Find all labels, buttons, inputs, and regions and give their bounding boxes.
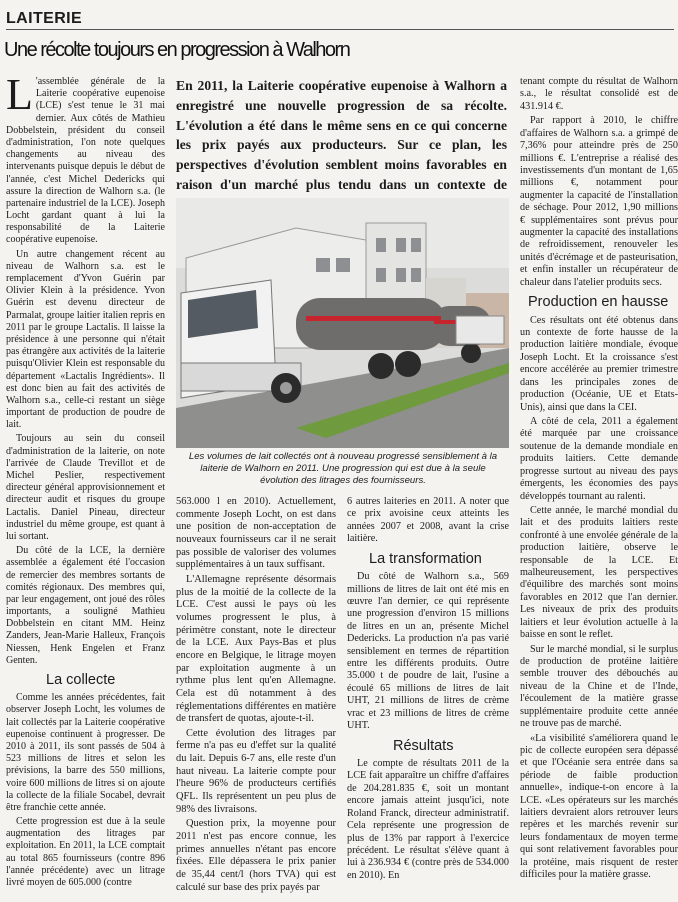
subheading-resultats: Résultats <box>393 737 454 754</box>
paragraph: Cette progression est due à la seule augmentation des litrages par exploitation. En 2011, la LCE comptait au total 865 fournisseurs (contre 896 l'année précédente) avec un litrage livré moyen de 605.000 (contre <box>6 816 165 888</box>
paragraph: Du côté de Walhorn s.a., 569 millions de litres de lait ont été mis en œuvre l'an dernier, ce qui représente une progression d'environ 15 millions de litres en un an, présente Michel Dedericks. La production n'a pas varié sensiblement en termes de répartition entre les différents produits. Outre 35.000 t de poudre de lait, l'usine a écoulé 65 millions de litres de lait UHT, 21 millions de litres de crème vrac et 23 millions de litres de crème UHT. <box>347 571 509 732</box>
paragraph: Par rapport à 2010, le chiffre d'affaires de Walhorn s.a. a grimpé de 7,36% pour atteindre près de 250 millions €. L'entreprise a réalisé des investissements d'un montant de 1,65 millions €, notamment pour augmenter la capacité de l'installation de séchage. Pour 2012, 1,90 millions € supplémentaires sont prévus pour augmenter la capacité des installations de refroidissement, renouveler les unités d'écrémage et de pasteurisation, et enfin installer un récupérateur de chaleur dans l'atelier produits secs. <box>520 115 678 288</box>
paragraph: Ces résultats ont été obtenus dans un contexte de forte hausse de la production laitière mondiale, évoque Joseph Locht. Et la croissance s'est encore accélérée au premier trimestre dans les principales zones de production (Océanie, UE et Etats-Unis), ainsi que dans la CEI. <box>520 314 678 413</box>
drop-cap: L <box>6 70 33 119</box>
paragraph: Un autre changement récent au niveau de Walhorn s.a. est le remplacement d'Yvon Guérin par Olivier Klein à la présidence. Yvon Guérin est devenu directeur de Parmalat, groupe laitier italien repris en 2011 par le groupe Lactalis. Il laisse la présidence à une personne qui n'était pas étrangère aux activités de la laiterie puisqu'Olivier Klein est responsable du département «Lactalis Ingrédients». Il est donc bien au fait des activités de Walhorn s.a., celle-ci restant un siège important de production de poudre de lait. <box>6 248 165 431</box>
section-rubric: LAITERIE <box>6 10 83 27</box>
paragraph: Cette évolution des litrages par ferme n'a pas eu d'effet sur la qualité du lait. Depuis 6-7 ans, elle reste d'un haut niveau. La laiterie compte pour l'heure 96% de producteurs certifiés QFL. Ils représentent un peu plus de 98% des livraisons. <box>176 727 336 815</box>
paragraph: 563.000 l en 2010). Actuellement, commente Joseph Locht, on est dans une position de non-acceptation de nouveaux fournisseurs car il ne serait pas possible de valoriser des volumes supplémentaires à un taux suffisant. <box>176 496 336 571</box>
subheading-transformation: La transformation <box>369 550 482 567</box>
paragraph: Question prix, la moyenne pour 2011 n'est pas encore connue, les primes annuelles n'étant pas encore fixées. Elle dépassera le prix panier de 35,44 cent/l (hors TVA) qui est calculé sur base des prix payés par <box>176 818 336 893</box>
subheading-collecte: La collecte <box>46 672 116 688</box>
paragraph-text: 'assemblée générale de la Laiterie coopérative eupenoise (LCE) s'est tenue le 31 mai dernier. Aux côtés de Mathieu Dobbelstein, président du conseil d'administration, l'on note quelques changements au niveau des intervenants puisque depuis le début de l'année, c'est Michel Dedericks qui assure la direction de Walhorn s.a. (le partenaire industriel de la LCE). Joseph Locht gardant quant à lui la responsabilité de la Laiterie coopérative eupenoise. <box>6 76 165 246</box>
paragraph: tenant compte du résultat de Walhorn s.a., le résultat consolidé est de 431.914 €. <box>520 76 678 112</box>
paragraph: Sur le marché mondial, si le surplus de production de protéine laitière semble trouver des débouchés au niveau de la Chine et de l'Inde, l'écoulement de la matière grasse supplémentaire produite cette année ne trouve pas de marché. <box>520 643 678 730</box>
article-column-4 <box>520 76 678 884</box>
paragraph: «La visibilité s'améliorera quand le pic de collecte européen sera dépassé et que l'Océanie sera entrée dans sa période de faible production annuelle», indique-t-on encore à la LCE. «Les opérateurs sur les marchés laitiers devraient alors retrouver leurs repères et les marchés revenir sur leurs fondamentaux de moyen terme qui sont relativement favorables pour la protéine, mais risquent de rester difficiles pour la matière grasse. <box>520 732 678 881</box>
photo-caption: Les volumes de lait collectés ont à nouveau progressé sensiblement à la laiterie de Walhorn en 2011. Une progression qui est due à la seule évolution des litrages des fournisseurs. <box>188 451 498 486</box>
subheading-production: Production en hausse <box>528 294 669 311</box>
article-column-3 <box>347 496 509 884</box>
article-column-1 <box>6 70 165 891</box>
paragraph: Du côté de la LCE, la dernière assemblée a également été l'occasion de remercier des membres sortants de comités régionaux. Des membres qui, par leur engagement, ont joué des rôles importants, a souligné Mathieu Dobbelstein en citant MM. Heinz Zanders, Jean-Marie Halleux, François Niessen, Henk Engelen et Franz Genten. <box>6 545 165 666</box>
paragraph <box>6 70 165 247</box>
paragraph: Cette année, le marché mondial du lait et des produits laitiers reste confronté à une envolée générale de la production laitière, observe le responsable de la LCE. Et malheureusement, les perspectives d'équilibre des marchés sont moins favorables en 2012 que l'an dernier. Les niveaux de prix des produits laitiers et leur évolution actuelle à la baisse en sont le reflet. <box>520 504 678 641</box>
paragraph: 6 autres laiteries en 2011. A noter que ce prix avoisine ceux atteints les années 2007 et 2008, avant la crise laitière. <box>347 496 509 545</box>
intro-lead: En 2011, la Laiterie coopérative eupenoise à Walhorn a enregistré une nouvelle progression de sa récolte. L'évolution a été dans le même sens en ce qui concerne les prix payés aux producteurs. Sur ce plan, les perspectives d'évolution semblent moins favorables en raison d'un marché plus tendu dans un contexte de <box>176 78 507 192</box>
photo-milk-tanker <box>176 198 509 448</box>
paragraph: Comme les années précédentes, fait observer Joseph Locht, les volumes de lait collectés par la Laiterie coopérative eupenoise continuent à progresser. De 2010 à 2011, ils sont passés de 504 à 523 millions de litres et selon les prévisions, la barre des 550 millions, voire 600 millions de litres si on ajoute la collecte de la filiale Socabel, devrait être franchie cette année. <box>6 692 165 813</box>
headline: Une récolte toujours en progression à Walhorn <box>4 39 350 61</box>
paragraph: Toujours au sein du conseil d'administration de la laiterie, on note l'arrivée de Claude Trevillot et de Michel Peslier, respectivement directeur général approvisionnement et directeur audit et risques du groupe Lactalis. Daniel Pineau, directeur industriel du même groupe, est quant à lui sortant. <box>6 433 165 542</box>
milk-tanker-photo-illustration <box>176 198 509 448</box>
article-column-2 <box>176 496 336 896</box>
paragraph: A côté de cela, 2011 a également été marquée par une croissance soutenue de la demande mondiale en produits laitiers. Cette demande progresse surtout au niveau des pays émergents, les économies des pays développés tournant au ralenti. <box>520 415 678 502</box>
paragraph: Le compte de résultats 2011 de la LCE fait apparaître un chiffre d'affaires de 204.281.835 €, soit un montant encore jamais atteint jusqu'ici, note Roland Franck, directeur administratif. Cela représente une progression de plus de 13% par rapport à l'exercice précédent. Le résultat s'élève quant à lui à 236.934 € (contre près de 534.000 en 2010). En <box>347 758 509 881</box>
paragraph: L'Allemagne représente désormais plus de la moitié de la collecte de la LCE. C'est aussi le pays où les volumes progressent le plus, à périmètre constant, note le directeur de la LCE. Aux Pays-Bas et plus encore en Belgique, le litrage moyen par exploitation augmente à un rythme plus lent qu'en Allemagne. Cela est dû notamment à des réglementations différentes en matière de transfert de quotas, ajoute-t-il. <box>176 573 336 725</box>
